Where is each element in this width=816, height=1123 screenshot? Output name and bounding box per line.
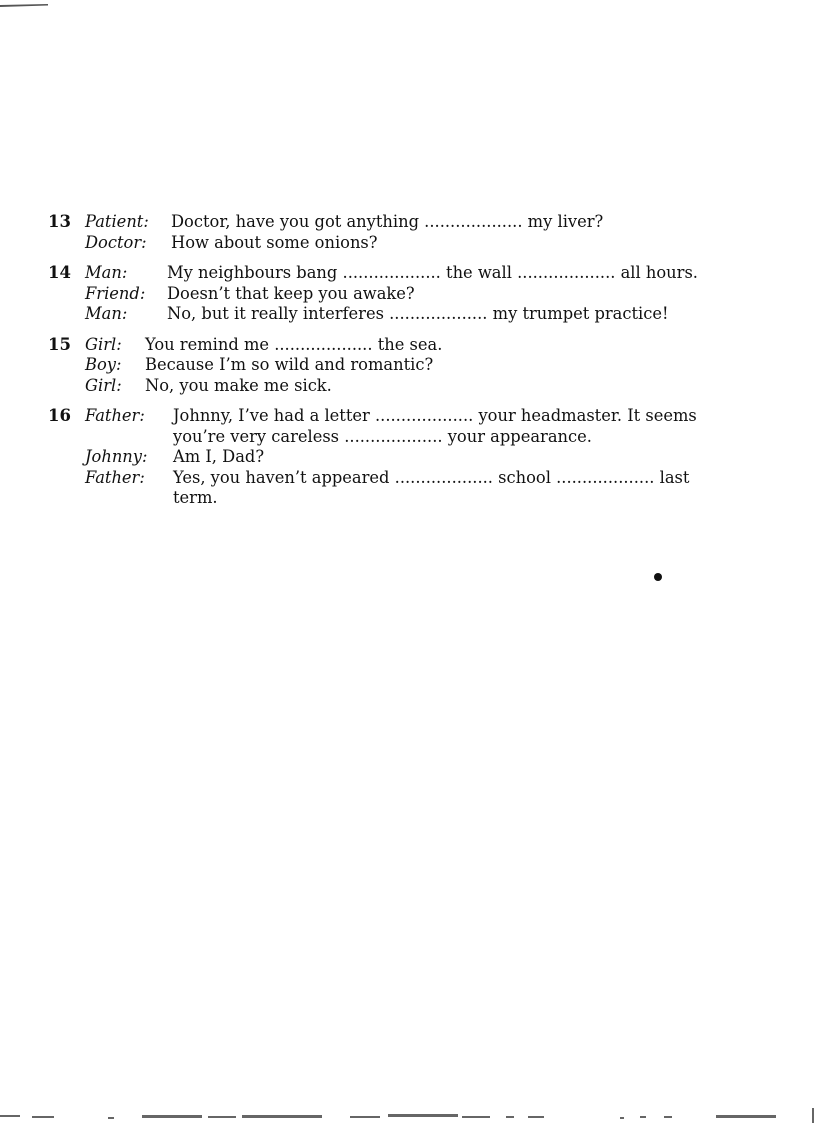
speech-text: Johnny, I’ve had a letter ................... your headmaster. It seems — [173, 406, 697, 425]
exercise-item-15 — [48, 335, 728, 397]
speech-text: No, you make me sick. — [145, 375, 332, 395]
exercise-list — [48, 212, 728, 519]
speaker-label: Johnny: — [85, 447, 148, 466]
dialogue-line — [48, 284, 728, 305]
speaker-label: Friend: — [85, 283, 146, 303]
dialogue-line — [48, 488, 728, 509]
exercise-item-16 — [48, 406, 728, 509]
dialogue-line — [48, 427, 728, 448]
exercise-number: 16 — [48, 406, 71, 425]
speech-text: you’re very careless ................... your appearance. — [173, 426, 592, 446]
speaker-label: Girl: — [85, 375, 122, 395]
exercise-number: 14 — [48, 263, 71, 282]
scan-artifact-bottom — [0, 1108, 816, 1123]
speech-text: How about some onions? — [171, 232, 378, 252]
speech-text: Doesn’t that keep you awake? — [167, 283, 415, 303]
exercise-item-14 — [48, 263, 728, 325]
speaker-label: Father: — [85, 467, 145, 487]
speech-text: My neighbours bang ................... the wall ................... all hours. — [167, 263, 698, 282]
dialogue-line — [48, 406, 728, 427]
speaker-label: Girl: — [85, 334, 122, 354]
speech-text: Doctor, have you got anything ................... my liver? — [171, 212, 604, 231]
exercise-number: 15 — [48, 334, 71, 354]
scan-artifact-top — [0, 3, 50, 8]
speaker-label: Man: — [85, 263, 128, 282]
stray-dot-mark — [654, 573, 662, 581]
dialogue-line — [48, 355, 728, 376]
speech-text: Yes, you haven’t appeared ................... school ................... last — [173, 467, 690, 487]
speech-text: You remind me ................... the sea. — [145, 334, 443, 354]
exercise-number: 13 — [48, 212, 71, 231]
speaker-label: Doctor: — [85, 232, 147, 252]
dialogue-line — [48, 263, 728, 284]
speaker-label: Boy: — [85, 355, 122, 374]
speech-text: Because I’m so wild and romantic? — [145, 355, 434, 374]
exercise-item-13 — [48, 212, 728, 253]
speaker-label: Man: — [85, 304, 128, 323]
dialogue-line — [48, 468, 728, 489]
dialogue-line — [48, 212, 728, 233]
speech-text: No, but it really interferes ................... my trumpet practice! — [167, 304, 669, 323]
dialogue-line — [48, 376, 728, 397]
dialogue-line — [48, 335, 728, 356]
speech-text: term. — [173, 488, 218, 507]
dialogue-line — [48, 233, 728, 254]
speech-text: Am I, Dad? — [173, 447, 265, 466]
speaker-label: Father: — [85, 406, 145, 425]
dialogue-line — [48, 304, 728, 325]
dialogue-line — [48, 447, 728, 468]
speaker-label: Patient: — [85, 212, 149, 231]
